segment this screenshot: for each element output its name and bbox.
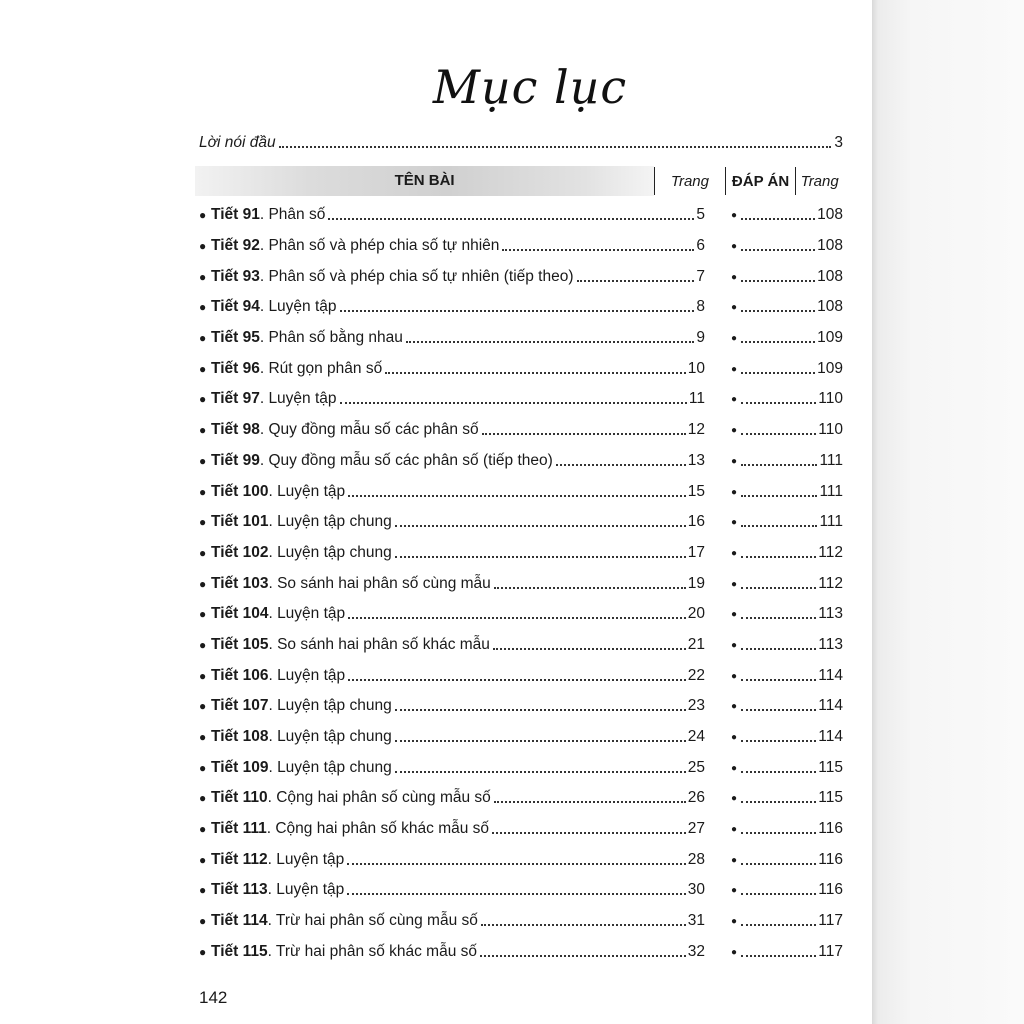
lesson-page: 23 bbox=[687, 697, 705, 715]
bullet-icon: ● bbox=[731, 425, 738, 437]
bullet-icon: ● bbox=[199, 361, 207, 376]
bullet-icon: ● bbox=[731, 793, 738, 805]
toc-row-answer bbox=[705, 237, 843, 255]
answer-page: 110 bbox=[818, 421, 843, 439]
toc-row-left bbox=[199, 329, 705, 347]
intro-label: Lời nói đầu bbox=[199, 134, 276, 151]
toc-row-left bbox=[199, 912, 705, 930]
bullet-icon: ● bbox=[199, 239, 207, 254]
toc-row-left bbox=[199, 421, 705, 439]
toc-row bbox=[199, 476, 843, 507]
toc-row-answer bbox=[705, 759, 843, 777]
toc-row-left bbox=[199, 759, 705, 777]
lesson-page: 11 bbox=[688, 390, 705, 408]
toc-row-left bbox=[199, 452, 705, 470]
leader-dots bbox=[741, 587, 816, 589]
toc-row-answer bbox=[705, 912, 843, 930]
bullet-icon: ● bbox=[199, 914, 207, 929]
lesson-number: Tiết 111 bbox=[211, 820, 267, 838]
toc-row-answer bbox=[705, 881, 843, 899]
bullet-icon: ● bbox=[199, 668, 207, 683]
leader-dots bbox=[556, 464, 686, 466]
leader-dots bbox=[577, 280, 695, 282]
leader-dots bbox=[406, 341, 694, 343]
bullet-icon: ● bbox=[731, 547, 738, 559]
toc-row-answer bbox=[705, 483, 843, 501]
header-lesson-name: TÊN BÀI bbox=[195, 166, 654, 196]
lesson-page: 6 bbox=[696, 237, 705, 255]
toc-row bbox=[199, 292, 843, 323]
leader-dots bbox=[482, 433, 686, 435]
leader-dots bbox=[502, 249, 694, 251]
bullet-icon: ● bbox=[731, 701, 738, 713]
toc-row bbox=[199, 415, 843, 446]
lesson-title: . Luyện tập bbox=[259, 298, 337, 316]
answer-page: 111 bbox=[819, 513, 843, 531]
toc-row-left bbox=[199, 881, 705, 899]
toc-row-answer bbox=[705, 636, 843, 654]
bullet-icon: ● bbox=[731, 210, 738, 222]
toc-row bbox=[199, 323, 843, 354]
bullet-icon: ● bbox=[199, 269, 207, 284]
leader-dots bbox=[348, 495, 686, 497]
toc-row-answer bbox=[705, 544, 843, 562]
answer-page: 108 bbox=[817, 237, 843, 255]
toc-row-answer bbox=[705, 575, 843, 593]
toc-row-left bbox=[199, 268, 705, 286]
answer-page: 111 bbox=[819, 482, 843, 500]
leader-dots bbox=[741, 341, 815, 343]
lesson-title: . Luyện tập bbox=[268, 605, 346, 623]
answer-page: 117 bbox=[818, 942, 843, 960]
leader-dots bbox=[741, 863, 816, 865]
toc-row-left bbox=[199, 513, 705, 531]
answer-page: 113 bbox=[818, 605, 843, 623]
toc-row-left bbox=[199, 390, 705, 408]
lesson-number: Tiết 114 bbox=[211, 912, 268, 930]
lesson-number: Tiết 109 bbox=[211, 758, 269, 776]
answer-page: 114 bbox=[818, 728, 843, 746]
lesson-title: . Cộng hai phân số khác mẫu số bbox=[266, 820, 490, 838]
answer-page: 111 bbox=[819, 451, 843, 469]
header-answer: ĐÁP ÁN bbox=[731, 172, 790, 190]
leader-dots bbox=[741, 280, 815, 282]
toc-row-answer bbox=[705, 728, 843, 746]
toc-row bbox=[199, 507, 843, 538]
toc-row-left bbox=[199, 575, 705, 593]
toc-row-answer bbox=[705, 605, 843, 623]
toc-row-answer bbox=[705, 943, 843, 961]
leader-dots bbox=[741, 679, 816, 681]
bullet-icon: ● bbox=[731, 363, 738, 375]
leader-dots bbox=[741, 218, 815, 220]
toc-row bbox=[199, 261, 843, 292]
toc-row bbox=[199, 384, 843, 415]
lesson-number: Tiết 102 bbox=[211, 543, 269, 561]
lesson-title: . Luyện tập bbox=[267, 881, 345, 899]
bullet-icon: ● bbox=[199, 607, 207, 622]
bullet-icon: ● bbox=[199, 331, 207, 346]
toc-row-answer bbox=[705, 268, 843, 286]
toc-row-answer bbox=[705, 513, 843, 531]
lesson-page: 7 bbox=[696, 267, 705, 285]
lesson-number: Tiết 107 bbox=[211, 697, 269, 715]
lesson-page: 16 bbox=[687, 513, 705, 531]
leader-dots bbox=[492, 832, 686, 834]
bullet-icon: ● bbox=[199, 208, 207, 223]
bullet-icon: ● bbox=[731, 885, 738, 897]
lesson-page: 30 bbox=[687, 881, 705, 899]
lesson-title: . Quy đồng mẫu số các phân số (tiếp theo) bbox=[259, 451, 553, 469]
leader-dots bbox=[347, 893, 685, 895]
bullet-icon: ● bbox=[199, 883, 207, 898]
leader-dots bbox=[741, 801, 816, 803]
toc-row-left bbox=[199, 360, 705, 378]
bullet-icon: ● bbox=[731, 333, 738, 345]
toc-row bbox=[199, 630, 843, 661]
lesson-page: 21 bbox=[687, 635, 705, 653]
lesson-number: Tiết 112 bbox=[211, 850, 268, 868]
toc-row-answer bbox=[705, 667, 843, 685]
lesson-title: . Phân số bằng nhau bbox=[259, 329, 403, 347]
toc-row bbox=[199, 875, 843, 906]
leader-dots bbox=[493, 648, 686, 650]
leader-dots bbox=[480, 955, 686, 957]
toc-row-left bbox=[199, 636, 705, 654]
intro-page: 3 bbox=[834, 134, 843, 151]
leader-dots bbox=[741, 740, 816, 742]
lesson-page: 26 bbox=[687, 789, 705, 807]
toc-row bbox=[199, 446, 843, 477]
bullet-icon: ● bbox=[199, 515, 207, 530]
answer-page: 117 bbox=[818, 912, 843, 930]
leader-dots bbox=[347, 863, 685, 865]
toc-row bbox=[199, 722, 843, 753]
leader-dots bbox=[340, 310, 695, 312]
lesson-number: Tiết 101 bbox=[211, 513, 269, 531]
answer-page: 116 bbox=[818, 850, 843, 868]
toc-row-answer bbox=[705, 298, 843, 316]
toc-row-answer bbox=[705, 329, 843, 347]
lesson-number: Tiết 103 bbox=[211, 574, 269, 592]
bullet-icon: ● bbox=[731, 609, 738, 621]
lesson-number: Tiết 100 bbox=[211, 482, 269, 500]
lesson-page: 13 bbox=[687, 451, 705, 469]
lesson-number: Tiết 95 bbox=[211, 329, 260, 347]
bullet-icon: ● bbox=[199, 822, 207, 837]
lesson-title: . Trừ hai phân số khác mẫu số bbox=[267, 942, 477, 960]
leader-dots bbox=[741, 433, 816, 435]
lesson-title: . Quy đồng mẫu số các phân số bbox=[259, 421, 479, 439]
bullet-icon: ● bbox=[199, 791, 207, 806]
leader-dots bbox=[481, 924, 686, 926]
bullet-icon: ● bbox=[731, 946, 738, 958]
header-answer-page: Trang bbox=[800, 172, 839, 190]
lesson-number: Tiết 110 bbox=[211, 789, 268, 807]
bullet-icon: ● bbox=[199, 392, 207, 407]
bullet-icon: ● bbox=[731, 302, 738, 314]
bullet-icon: ● bbox=[731, 241, 738, 253]
bullet-icon: ● bbox=[731, 455, 738, 467]
lesson-page: 17 bbox=[687, 543, 705, 561]
toc-row bbox=[199, 660, 843, 691]
toc-row-left bbox=[199, 298, 705, 316]
leader-dots bbox=[741, 955, 816, 957]
answer-page: 112 bbox=[818, 574, 843, 592]
bullet-icon: ● bbox=[731, 916, 738, 928]
toc-row-left bbox=[199, 544, 705, 562]
toc-row bbox=[199, 752, 843, 783]
leader-dots bbox=[395, 709, 686, 711]
leader-dots bbox=[741, 893, 816, 895]
lesson-title: . Phân số và phép chia số tự nhiên bbox=[259, 237, 500, 255]
lesson-title: . Luyện tập chung bbox=[268, 513, 392, 531]
answer-page: 115 bbox=[818, 758, 843, 776]
lesson-title: . Trừ hai phân số cùng mẫu số bbox=[267, 912, 478, 930]
leader-dots bbox=[741, 648, 816, 650]
bullet-icon: ● bbox=[199, 944, 207, 959]
lesson-title: . Luyện tập chung bbox=[268, 543, 392, 561]
answer-page: 112 bbox=[818, 543, 843, 561]
lesson-title: . Luyện tập chung bbox=[268, 728, 392, 746]
answer-page: 114 bbox=[818, 666, 843, 684]
lesson-page: 19 bbox=[687, 574, 705, 592]
page-edge-shadow bbox=[872, 0, 1024, 1024]
answer-page: 113 bbox=[818, 635, 843, 653]
header-page: Trang bbox=[670, 172, 709, 190]
bullet-icon: ● bbox=[731, 394, 738, 406]
toc-row-left bbox=[199, 605, 705, 623]
toc-row bbox=[199, 691, 843, 722]
lesson-page: 22 bbox=[687, 666, 705, 684]
lesson-page: 8 bbox=[696, 298, 705, 316]
leader-dots bbox=[385, 372, 686, 374]
lesson-number: Tiết 115 bbox=[211, 942, 268, 960]
leader-dots bbox=[395, 740, 686, 742]
lesson-page: 10 bbox=[687, 359, 705, 377]
bullet-icon: ● bbox=[731, 486, 738, 498]
leader-dots bbox=[741, 464, 817, 466]
answer-page: 108 bbox=[817, 298, 843, 316]
lesson-number: Tiết 104 bbox=[211, 605, 269, 623]
bullet-icon: ● bbox=[199, 423, 207, 438]
lesson-title: . So sánh hai phân số khác mẫu bbox=[268, 635, 490, 653]
toc-row-left bbox=[199, 697, 705, 715]
toc-row-left bbox=[199, 820, 705, 838]
leader-dots bbox=[741, 556, 816, 558]
lesson-title: . Luyện tập bbox=[268, 666, 346, 684]
toc-row-left bbox=[199, 206, 705, 224]
lesson-title: . So sánh hai phân số cùng mẫu bbox=[268, 574, 491, 592]
leader-dots bbox=[741, 495, 817, 497]
lesson-title: . Luyện tập bbox=[267, 850, 345, 868]
bullet-icon: ● bbox=[731, 670, 738, 682]
toc-row-answer bbox=[705, 360, 843, 378]
toc-row-left bbox=[199, 851, 705, 869]
lesson-page: 20 bbox=[687, 605, 705, 623]
bullet-icon: ● bbox=[199, 637, 207, 652]
toc-row bbox=[199, 783, 843, 814]
lesson-number: Tiết 106 bbox=[211, 666, 269, 684]
table-header bbox=[195, 166, 843, 196]
answer-page: 109 bbox=[817, 329, 843, 347]
intro-entry bbox=[199, 128, 843, 152]
leader-dots bbox=[494, 801, 686, 803]
toc-row-answer bbox=[705, 820, 843, 838]
lesson-page: 31 bbox=[687, 912, 705, 930]
bullet-icon: ● bbox=[199, 760, 207, 775]
toc-row-left bbox=[199, 667, 705, 685]
leader-dots bbox=[741, 402, 816, 404]
lesson-title: . Luyện tập chung bbox=[268, 758, 392, 776]
leader-dots bbox=[741, 372, 815, 374]
toc-row bbox=[199, 568, 843, 599]
lesson-title: . Phân số và phép chia số tự nhiên (tiếp theo) bbox=[259, 267, 574, 285]
toc-row-left bbox=[199, 483, 705, 501]
lesson-number: Tiết 99 bbox=[211, 451, 260, 469]
bullet-icon: ● bbox=[731, 854, 738, 866]
bullet-icon: ● bbox=[731, 517, 738, 529]
lesson-title: . Luyện tập bbox=[259, 390, 337, 408]
bullet-icon: ● bbox=[199, 484, 207, 499]
toc-row bbox=[199, 937, 843, 968]
leader-dots bbox=[741, 771, 816, 773]
bullet-icon: ● bbox=[731, 639, 738, 651]
leader-dots bbox=[741, 924, 816, 926]
toc-row bbox=[199, 906, 843, 937]
answer-page: 116 bbox=[818, 881, 843, 899]
leader-dots bbox=[741, 709, 816, 711]
lesson-title: . Rút gọn phân số bbox=[259, 359, 383, 377]
lesson-number: Tiết 94 bbox=[211, 298, 260, 316]
lesson-number: Tiết 91 bbox=[211, 206, 260, 224]
toc-row-answer bbox=[705, 206, 843, 224]
lesson-page: 25 bbox=[687, 758, 705, 776]
lesson-title: . Luyện tập bbox=[268, 482, 346, 500]
leader-dots bbox=[494, 587, 686, 589]
toc-row bbox=[199, 231, 843, 262]
lesson-number: Tiết 93 bbox=[211, 267, 260, 285]
page-number: 142 bbox=[199, 988, 228, 1007]
toc-row-left bbox=[199, 789, 705, 807]
lesson-page: 9 bbox=[696, 329, 705, 347]
bullet-icon: ● bbox=[731, 732, 738, 744]
leader-dots bbox=[395, 525, 686, 527]
lesson-number: Tiết 105 bbox=[211, 635, 269, 653]
leader-dots bbox=[395, 556, 686, 558]
answer-page: 110 bbox=[818, 390, 843, 408]
bullet-icon: ● bbox=[731, 578, 738, 590]
bullet-icon: ● bbox=[731, 762, 738, 774]
leader-dots bbox=[741, 525, 817, 527]
leader-dots bbox=[340, 402, 687, 404]
lesson-page: 15 bbox=[687, 482, 705, 500]
leader-dots bbox=[348, 679, 686, 681]
lesson-number: Tiết 113 bbox=[211, 881, 268, 899]
bullet-icon: ● bbox=[199, 852, 207, 867]
bullet-icon: ● bbox=[199, 453, 207, 468]
toc-row bbox=[199, 814, 843, 845]
lesson-page: 5 bbox=[696, 206, 705, 224]
leader-dots bbox=[395, 771, 686, 773]
toc-row-answer bbox=[705, 789, 843, 807]
lesson-number: Tiết 97 bbox=[211, 390, 260, 408]
lesson-page: 27 bbox=[687, 820, 705, 838]
toc-row bbox=[199, 844, 843, 875]
answer-page: 115 bbox=[818, 789, 843, 807]
bullet-icon: ● bbox=[199, 545, 207, 560]
toc-row-left bbox=[199, 728, 705, 746]
leader-dots bbox=[279, 145, 832, 148]
bullet-icon: ● bbox=[199, 576, 207, 591]
lesson-number: Tiết 98 bbox=[211, 421, 260, 439]
toc-row bbox=[199, 200, 843, 231]
leader-dots bbox=[348, 617, 686, 619]
answer-page: 108 bbox=[817, 267, 843, 285]
toc-row-answer bbox=[705, 452, 843, 470]
leader-dots bbox=[741, 617, 816, 619]
toc-row bbox=[199, 538, 843, 569]
bullet-icon: ● bbox=[731, 824, 738, 836]
bullet-icon: ● bbox=[199, 699, 207, 714]
toc-row-left bbox=[199, 943, 705, 961]
bullet-icon: ● bbox=[731, 271, 738, 283]
page-title: Mục lục bbox=[432, 60, 628, 114]
answer-page: 114 bbox=[818, 697, 843, 715]
lesson-title: . Cộng hai phân số cùng mẫu số bbox=[267, 789, 491, 807]
leader-dots bbox=[741, 832, 816, 834]
toc-row-answer bbox=[705, 697, 843, 715]
toc-row-answer bbox=[705, 421, 843, 439]
lesson-number: Tiết 108 bbox=[211, 728, 269, 746]
bullet-icon: ● bbox=[199, 730, 207, 745]
leader-dots bbox=[741, 249, 815, 251]
answer-page: 116 bbox=[818, 820, 843, 838]
answer-page: 108 bbox=[817, 206, 843, 224]
lesson-title: . Luyện tập chung bbox=[268, 697, 392, 715]
answer-page: 109 bbox=[817, 359, 843, 377]
leader-dots bbox=[328, 218, 694, 220]
lesson-page: 24 bbox=[687, 728, 705, 746]
bullet-icon: ● bbox=[199, 300, 207, 315]
lesson-page: 32 bbox=[687, 942, 705, 960]
lesson-number: Tiết 92 bbox=[211, 237, 260, 255]
lesson-number: Tiết 96 bbox=[211, 359, 260, 377]
toc-row bbox=[199, 353, 843, 384]
toc-row-left bbox=[199, 237, 705, 255]
toc-row-answer bbox=[705, 390, 843, 408]
toc-row-answer bbox=[705, 851, 843, 869]
lesson-title: . Phân số bbox=[259, 206, 326, 224]
leader-dots bbox=[741, 310, 815, 312]
toc-list bbox=[199, 200, 843, 967]
toc-row bbox=[199, 599, 843, 630]
lesson-page: 12 bbox=[687, 421, 705, 439]
lesson-page: 28 bbox=[687, 850, 705, 868]
